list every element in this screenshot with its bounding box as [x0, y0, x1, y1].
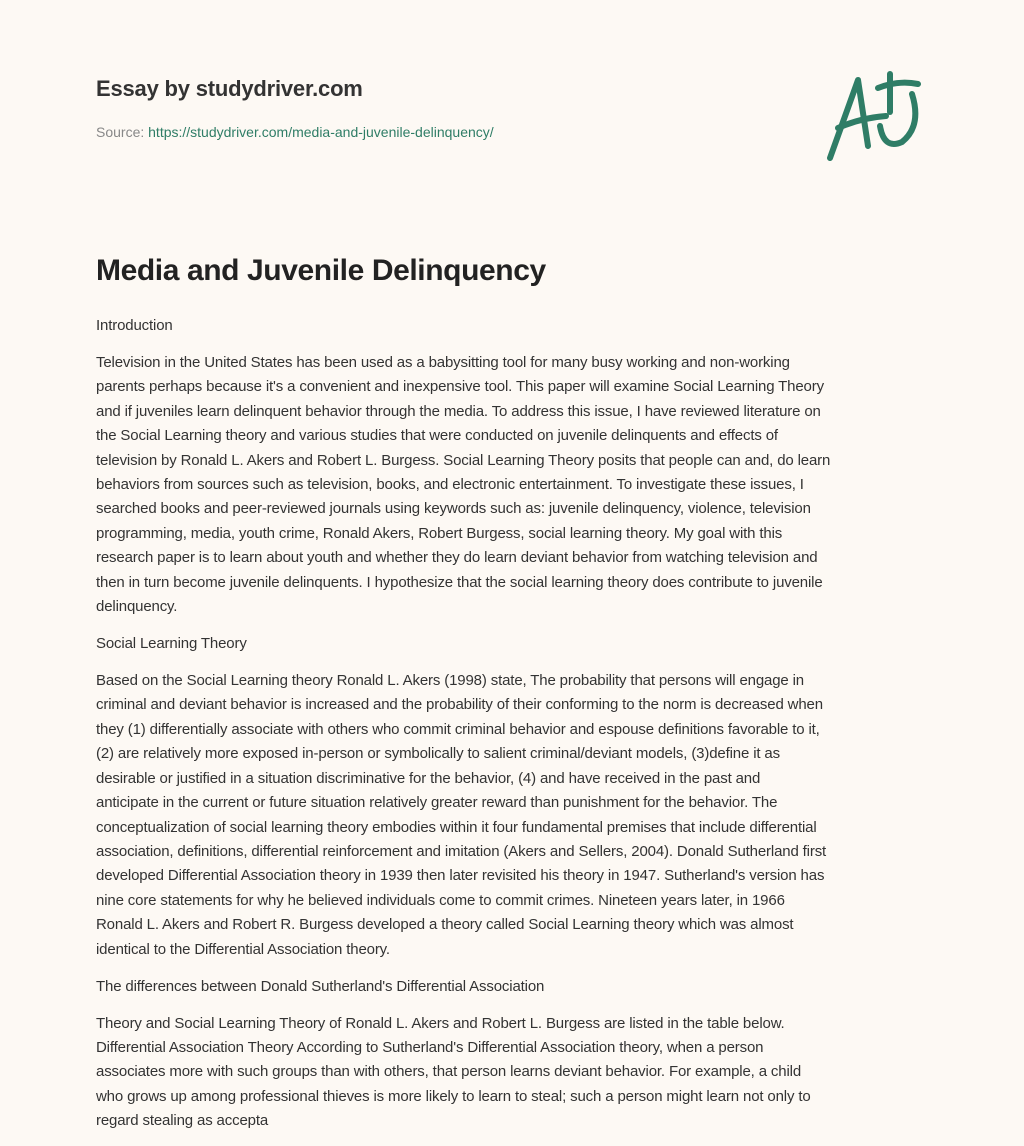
text-line: Social Learning Theory	[96, 635, 247, 653]
source-label: Source:	[96, 124, 149, 140]
text-line: developed Differential Association theory in 1939 then later revisited his theory in 1947. Sutherland's version has	[96, 867, 825, 885]
text-line: regard stealing as accepta	[96, 1112, 269, 1130]
text-line: programming, media, youth crime, Ronald Akers, Robert Burgess, social learning theory. My goal with this	[96, 524, 783, 542]
source-link[interactable]: https://studydriver.com/media-and-juvenile-delinquency/	[148, 124, 494, 140]
text-line: conceptualization of social learning theory embodies within it four fundamental premises that include differential	[96, 818, 817, 836]
text-line: anticipate in the current or future situation relatively greater reward than punishment for the behavior. The	[96, 794, 778, 812]
text-line: who grows up among professional thieves is more likely to learn to steal; such a person might learn not only to	[96, 1087, 811, 1105]
text-line: research paper is to learn about youth and whether they do learn deviant behavior from watching television and	[96, 549, 818, 567]
text-line: they (1) differentially associate with others who commit criminal behavior and espouse definitions favorable to it,	[96, 720, 820, 738]
text-line: criminal and deviant behavior is increased and the probability of their conforming to the norm is decreased when	[96, 696, 823, 714]
section-heading	[96, 632, 936, 656]
paragraph	[96, 351, 936, 619]
paragraph	[96, 669, 936, 962]
paragraph	[96, 1012, 936, 1134]
text-line: associates more with such groups than with others, that person learns deviant behavior. For example, a child	[96, 1063, 802, 1081]
text-line: then in turn become juvenile delinquents. I hypothesize that the social learning theory does contribute to juvenile	[96, 573, 823, 591]
text-line: The differences between Donald Sutherland's Differential Association	[96, 977, 545, 995]
text-line: delinquency.	[96, 598, 178, 616]
text-line: television by Ronald L. Akers and Robert L. Burgess. Social Learning Theory posits that people can and, do learn	[96, 451, 831, 469]
text-line: desirable or justified in a situation discriminative for the behavior, (4) and have received in the past and	[96, 769, 761, 787]
text-line: association, definitions, differential reinforcement and imitation (Akers and Sellers, 2004). Donald Sutherland first	[96, 842, 827, 860]
text-line: searched books and peer-reviewed journals using keywords such as: juvenile delinquency, violence, television	[96, 500, 811, 518]
text-line: parents perhaps because it's a convenient and inexpensive tool. This paper will examine Social Learning Theory	[96, 378, 824, 396]
section-heading	[96, 975, 936, 999]
text-line: Based on the Social Learning theory Ronald L. Akers (1998) state, The probability that persons will engage in	[96, 672, 804, 690]
source-line	[96, 124, 494, 140]
site-brand: Essay by studydriver.com	[96, 76, 363, 101]
text-line: Differential Association Theory According to Sutherland's Differential Association theory, when a person	[96, 1038, 764, 1056]
text-line: identical to the Differential Association theory.	[96, 940, 390, 958]
text-line: and if juveniles learn delinquent behavior through the media. To address this issue, I have reviewed literature on	[96, 402, 821, 420]
page-title: Media and Juvenile Delinquency	[96, 254, 546, 287]
text-line: (2) are relatively more exposed in-person or symbolically to salient criminal/deviant models, (3)define it as	[96, 745, 780, 763]
text-line: Television in the United States has been used as a babysitting tool for many busy working and non-working	[96, 354, 790, 371]
text-line: Theory and Social Learning Theory of Ronald L. Akers and Robert L. Burgess are listed in the table below.	[96, 1014, 785, 1032]
text-line: nine core statements for why he believed individuals come to commit crimes. Nineteen years later, in 1966	[96, 891, 785, 909]
text-line: Introduction	[96, 317, 173, 334]
section-heading	[96, 314, 936, 338]
text-line: the Social Learning theory and various studies that were conducted on juvenile delinquents and effects of	[96, 427, 778, 445]
a-plus-logo-icon	[820, 66, 930, 166]
text-line: Ronald L. Akers and Robert R. Burgess developed a theory called Social Learning theory which was almost	[96, 916, 794, 934]
essay-body	[96, 314, 936, 1146]
text-line: behaviors from sources such as television, books, and electronic entertainment. To investigate these issues, I	[96, 476, 804, 494]
